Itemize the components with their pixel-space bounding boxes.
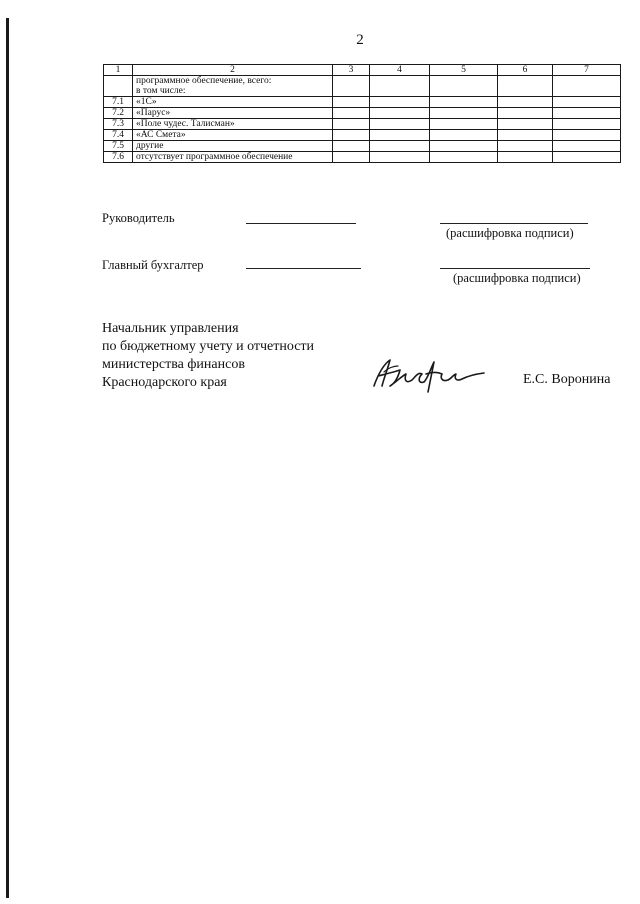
table-row <box>104 152 621 163</box>
table-cell <box>553 130 621 141</box>
row-label <box>133 76 333 97</box>
table-header-cell: 3 <box>333 65 370 76</box>
table-cell <box>370 97 430 108</box>
table-cell <box>370 152 430 163</box>
director-label: Руководитель <box>102 211 175 225</box>
row-number: 7.2 <box>104 108 133 119</box>
table-cell <box>498 76 553 97</box>
table-cell <box>553 108 621 119</box>
row-number: 7.3 <box>104 119 133 130</box>
row-label-line: программное обеспечение, всего: <box>136 76 272 86</box>
table-cell <box>333 119 370 130</box>
table-cell <box>370 76 430 97</box>
table-header-cell: 4 <box>370 65 430 76</box>
table-cell <box>430 97 498 108</box>
table-cell <box>333 130 370 141</box>
table-cell <box>553 119 621 130</box>
row-number: 7.4 <box>104 130 133 141</box>
row-label: отсутствует программное обеспечение <box>133 152 333 163</box>
row-label: «АС Смета» <box>133 130 333 141</box>
accountant-name-line <box>440 268 590 269</box>
table-cell <box>553 141 621 152</box>
table-row <box>104 130 621 141</box>
row-number: 7.1 <box>104 97 133 108</box>
table-cell <box>553 152 621 163</box>
head-title-line: министерства финансов <box>102 357 245 372</box>
table-row <box>104 76 621 97</box>
table-cell <box>430 141 498 152</box>
table-row <box>104 97 621 108</box>
table-cell <box>370 119 430 130</box>
table-header-cell: 1 <box>104 65 133 76</box>
table-cell <box>333 76 370 97</box>
software-table-grid <box>103 64 621 163</box>
row-number: 7.5 <box>104 141 133 152</box>
head-title-line: по бюджетному учету и отчетности <box>102 339 315 354</box>
head-title-line: Начальник управления <box>102 321 239 336</box>
table-cell <box>370 108 430 119</box>
row-label: «Поле чудес. Талисман» <box>133 119 333 130</box>
table-header-cell: 6 <box>498 65 553 76</box>
head-title-line: Краснодарского края <box>102 375 227 390</box>
table-header-cell: 2 <box>133 65 333 76</box>
table-cell <box>553 97 621 108</box>
page-number: 2 <box>356 32 364 48</box>
table-header-cell: 5 <box>430 65 498 76</box>
head-title-block <box>102 320 314 392</box>
table-cell <box>498 141 553 152</box>
row-label: «1С» <box>133 97 333 108</box>
table-cell <box>430 119 498 130</box>
table-cell <box>553 76 621 97</box>
table-cell <box>498 130 553 141</box>
accountant-caption: (расшифровка подписи) <box>453 271 581 285</box>
table-cell <box>370 130 430 141</box>
table-cell <box>498 119 553 130</box>
table-cell <box>430 108 498 119</box>
table-cell <box>498 108 553 119</box>
director-signature-line <box>246 223 356 224</box>
table-header-row <box>104 65 621 76</box>
row-label: «Парус» <box>133 108 333 119</box>
table-cell <box>430 130 498 141</box>
handwritten-signature <box>368 352 488 396</box>
table-cell <box>430 152 498 163</box>
row-label: другие <box>133 141 333 152</box>
scan-edge-line <box>6 18 9 898</box>
director-name-line <box>440 223 588 224</box>
row-label-line: в том числе: <box>136 86 186 96</box>
table-cell <box>333 108 370 119</box>
table-row <box>104 119 621 130</box>
table-cell <box>333 97 370 108</box>
software-table <box>103 64 620 163</box>
signer-name: Е.С. Воронина <box>523 372 611 387</box>
table-row <box>104 141 621 152</box>
accountant-signature-line <box>246 268 361 269</box>
director-caption: (расшифровка подписи) <box>446 226 574 240</box>
row-number <box>104 76 133 97</box>
table-cell <box>333 141 370 152</box>
accountant-label: Главный бухгалтер <box>102 258 204 272</box>
row-number: 7.6 <box>104 152 133 163</box>
table-cell <box>333 152 370 163</box>
table-cell <box>430 76 498 97</box>
table-header-cell: 7 <box>553 65 621 76</box>
table-cell <box>498 97 553 108</box>
table-cell <box>498 152 553 163</box>
table-cell <box>370 141 430 152</box>
table-row <box>104 108 621 119</box>
